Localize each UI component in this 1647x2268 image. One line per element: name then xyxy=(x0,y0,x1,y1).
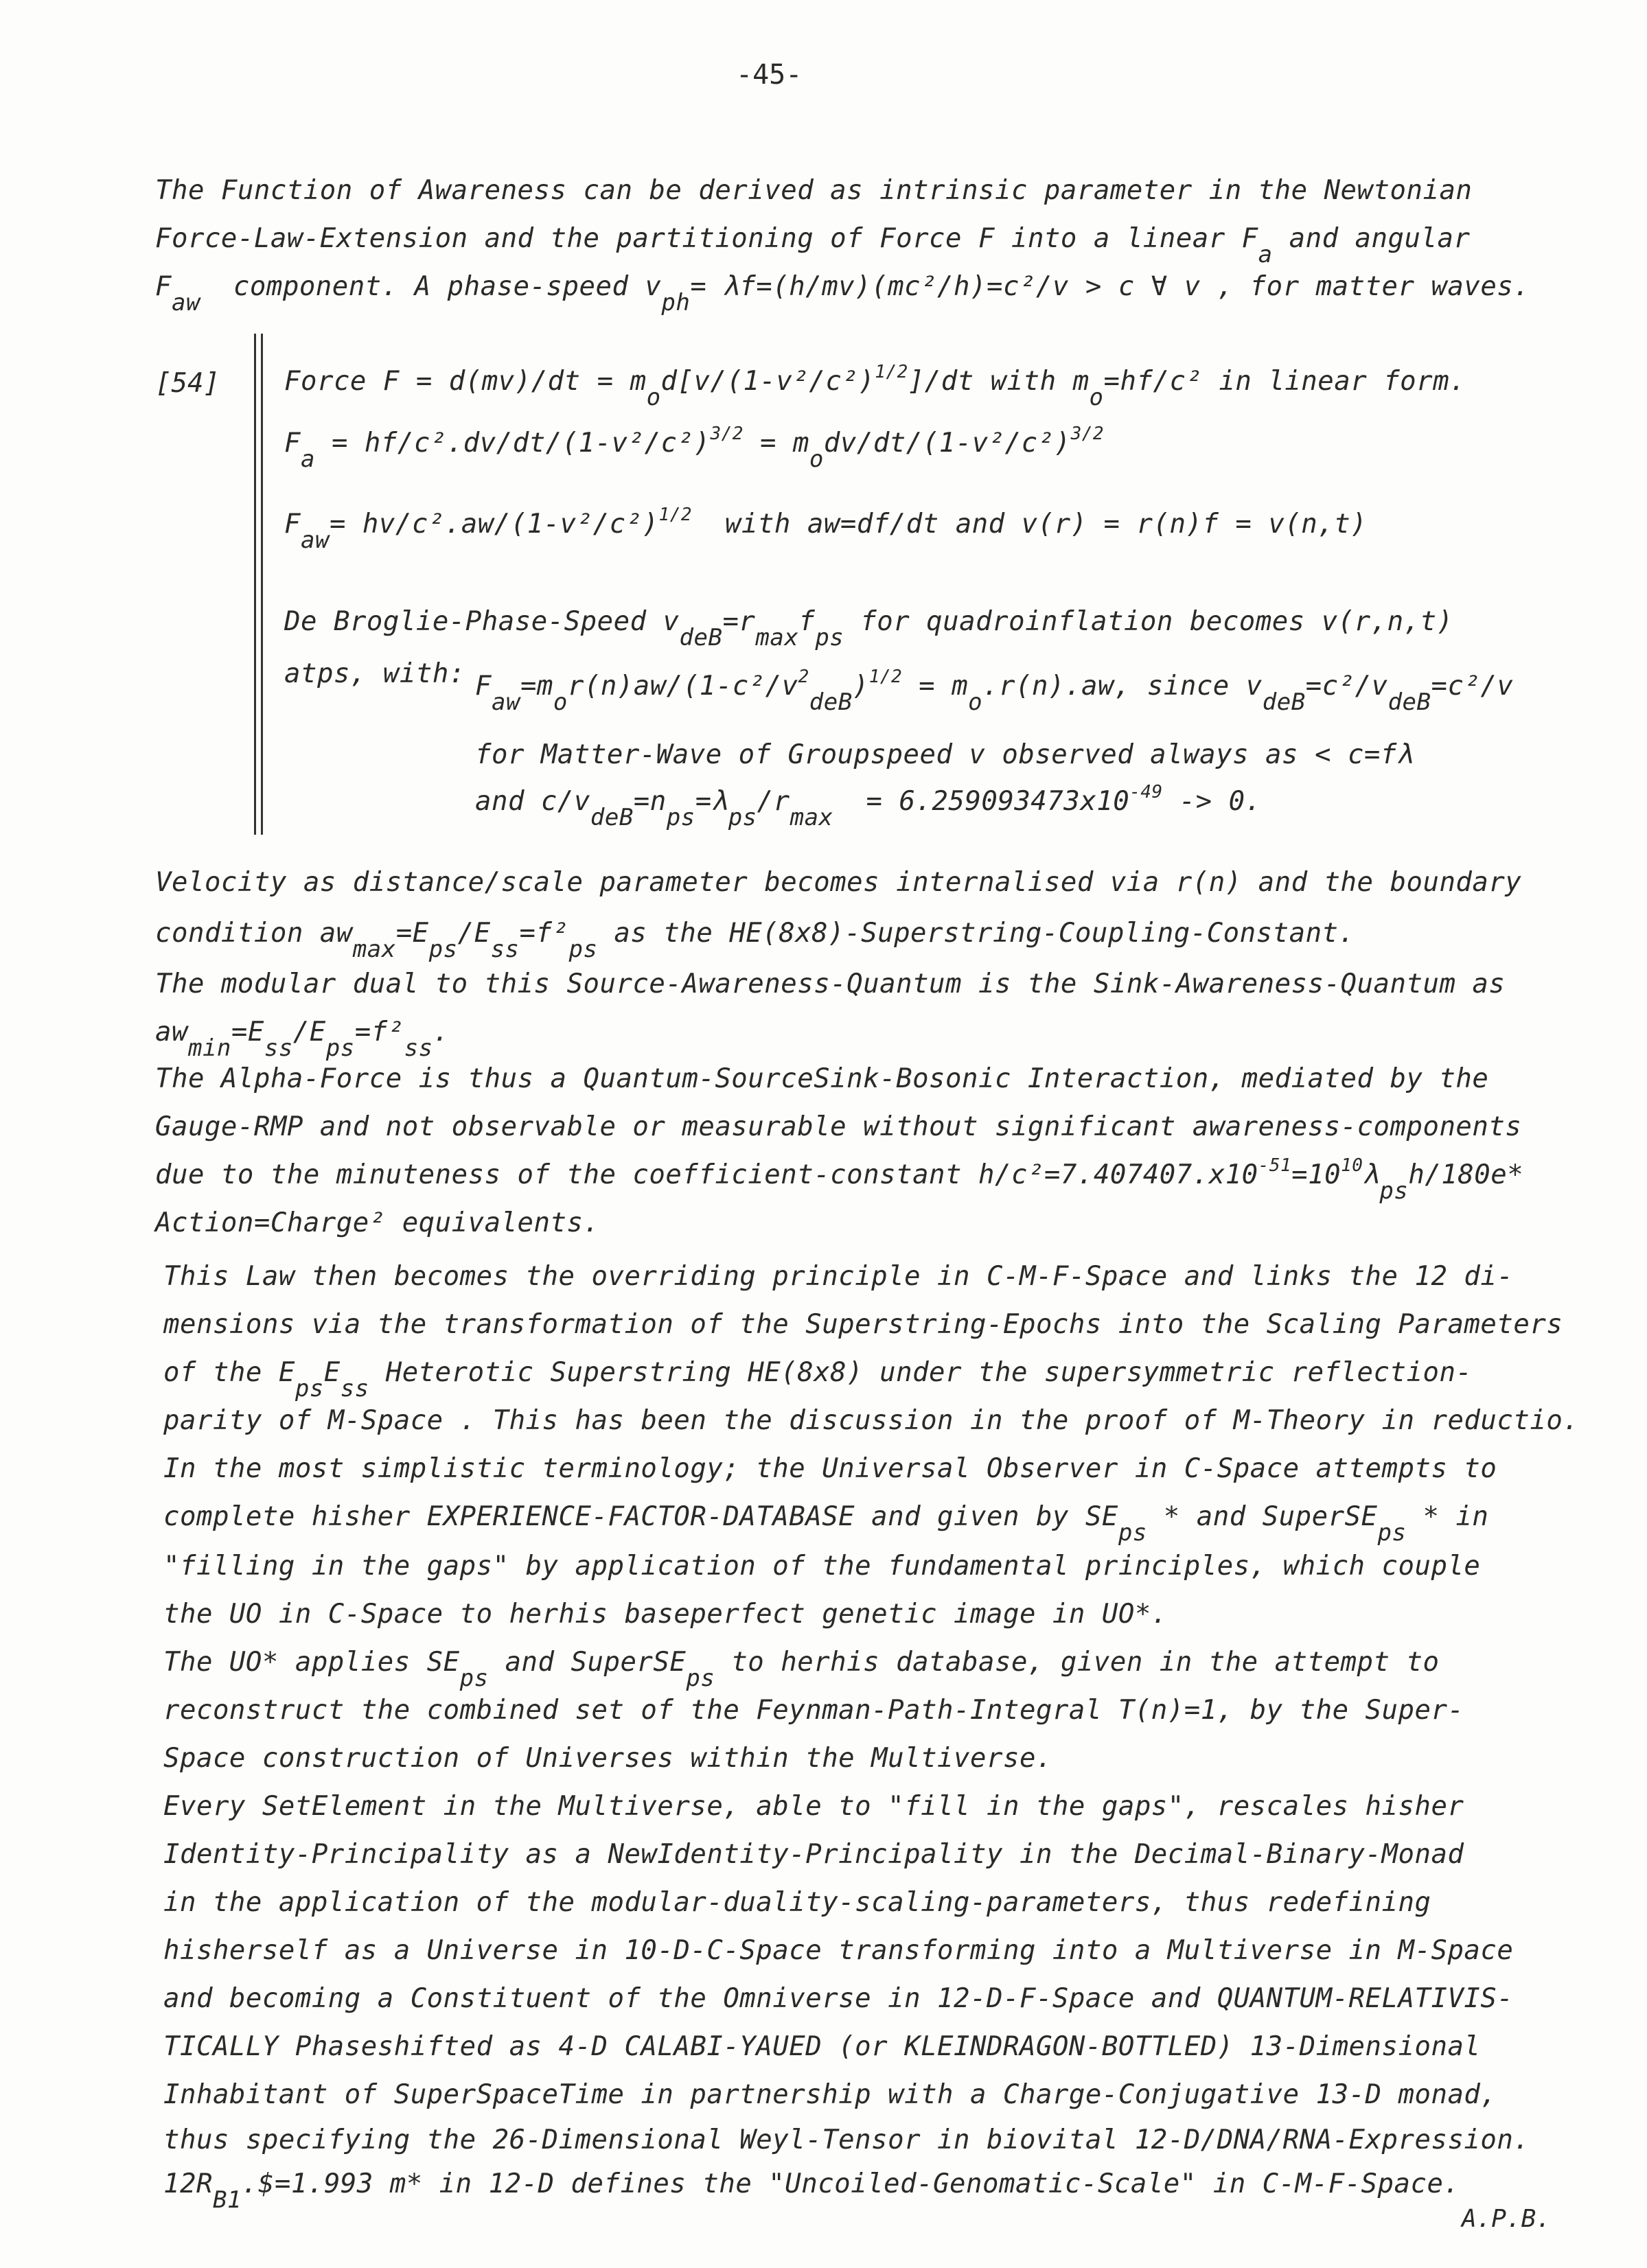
equation-bar xyxy=(261,334,263,835)
equation-line: and c/vdeB=nps=λps/rmax = $6.259093473x10^{-49} -> 0$. xyxy=(475,782,1262,831)
equation-line: $Fa = hf/c^2.dv/dt/(1-v^2/c^2)^{3/2}$ = modv/$dt/(1-v^2/c^2)^{3/2}$ xyxy=(284,424,1105,473)
equation-bar xyxy=(254,334,256,835)
text-line: Space construction of Universes within the Multiverse. xyxy=(163,1743,1052,1774)
text-line: Gauge-RMP and not observable or measurable without significant awareness-components xyxy=(155,1111,1522,1142)
text-line: the UO in C-Space to herhis baseperfect genetic image in UO*. xyxy=(163,1599,1168,1630)
text-line: condition awmax=Eps/Ess=f²ps as the HE(8x8)-Superstring-Coupling-Constant. xyxy=(155,918,1355,963)
text-line: reconstruct the combined set of the Feynman-Path-Integral T(n)=1, by the Super- xyxy=(163,1695,1464,1726)
text-line: In the most simplistic terminology; the Universal Observer in C-Space attempts to xyxy=(163,1453,1497,1484)
equation-line: $Faw=mor(n)aw/(1-c^2/v^2deB)^{1/2} = mo.r(n).aw$, since vdeB=c²/vdeB=c²/v xyxy=(475,667,1514,716)
text-line: hisherself as a Universe in 10-D-C-Space transforming into a Multiverse in M-Space xyxy=(163,1935,1514,1966)
equation-line: $Faw= hv/c^2.aw/(1-v^2/c^2)^{1/2}$ with aw=df/dt and v(r) = r(n)f = v(n,t) xyxy=(284,505,1368,554)
page-number: -45- xyxy=(736,59,803,91)
text-line: The Function of Awareness can be derived as intrinsic parameter in the Newtonian xyxy=(155,175,1473,206)
text-line: "filling in the gaps" by application of the fundamental principles, which couple xyxy=(163,1551,1481,1582)
text-line: complete hisher EXPERIENCE-FACTOR-DATABASE and given by SEps * and SuperSEps * in xyxy=(163,1501,1489,1547)
text-line: TICALLY Phaseshifted as 4-D CALABI-YAUED (or KLEINDRAGON-BOTTLED) 13-Dimensional xyxy=(163,2031,1481,2062)
text-line: thus specifying the 26-Dimensional Weyl-Tensor in biovital 12-D/DNA/RNA-Expression. xyxy=(163,2125,1530,2155)
equation-line: Force $F = d(mv)/dt = mod[v/(1-v^2/c^2)^{1/2}]/dt$ with mo=hf/c² in linear form. xyxy=(284,362,1466,411)
text-line: and becoming a Constituent of the Omniverse in 12-D-F-Space and QUANTUM-RELATIVIS- xyxy=(163,1983,1514,2014)
text-line: awmin=Ess/Eps=f²ss. xyxy=(155,1017,450,1062)
equation-label: [54] xyxy=(155,368,220,399)
text-line: Inhabitant of SuperSpaceTime in partnership with a Charge-Conjugative 13-D monad, xyxy=(163,2079,1497,2110)
text-line: of the EpsEss Heterotic Superstring HE(8x8) under the supersymmetric reflection- xyxy=(163,1357,1473,1402)
text-line: 12RB1.$=1.993 m* in 12-D defines the "Uncoiled-Genomatic-Scale" in C-M-F-Space. xyxy=(163,2168,1460,2214)
text-line: parity of M-Space . This has been the discussion in the proof of M-Theory in reductio. xyxy=(163,1405,1580,1436)
text-line: The Alpha-Force is thus a Quantum-SourceSink-Bosonic Interaction, mediated by the xyxy=(155,1063,1489,1094)
text-line: The UO* applies SEps and SuperSEps to herhis database, given in the attempt to xyxy=(163,1647,1440,1692)
signature: A.P.B. xyxy=(1461,2205,1551,2233)
text-line: Every SetElement in the Multiverse, able to "fill in the gaps", rescales hisher xyxy=(163,1791,1464,1822)
equation-line: atps, with: xyxy=(284,658,465,689)
text-line: Velocity as distance/scale parameter becomes internalised via r(n) and the boundary xyxy=(155,867,1522,898)
text-line: mensions via the transformation of the Superstring-Epochs into the Scaling Parameters xyxy=(163,1309,1563,1340)
text-line: This Law then becomes the overriding principle in C-M-F-Space and links the 12 di- xyxy=(163,1261,1514,1292)
text-line: Faw component. A phase-speed vph= λf=(h/mv)(mc²/h)=c²/v > c ∀ v , for matter waves. xyxy=(155,271,1530,316)
text-line: The modular dual to this Source-Awareness-Quantum is the Sink-Awareness-Quantum as xyxy=(155,969,1506,999)
equation-line: De Broglie-Phase-Speed vdeB=rmaxfps for quadroinflation becomes v(r,n,t) xyxy=(284,606,1453,651)
text-line: due to the minuteness of the coefficient-constant $h/c^2=7.407407.x10^{-51}=10^{10}\lambda psh/180e*$ xyxy=(155,1155,1524,1205)
equation-line: for Matter-Wave of Groupspeed v observed always as < c=fλ xyxy=(475,739,1414,770)
text-line: Force-Law-Extension and the partitioning of Force F into a linear Fa and angular xyxy=(155,223,1471,268)
text-line: in the application of the modular-duality-scaling-parameters, thus redefining xyxy=(163,1887,1431,1918)
text-line: Action=Charge² equivalents. xyxy=(155,1207,600,1238)
text-line: Identity-Principality as a NewIdentity-Principality in the Decimal-Binary-Monad xyxy=(163,1839,1464,1870)
